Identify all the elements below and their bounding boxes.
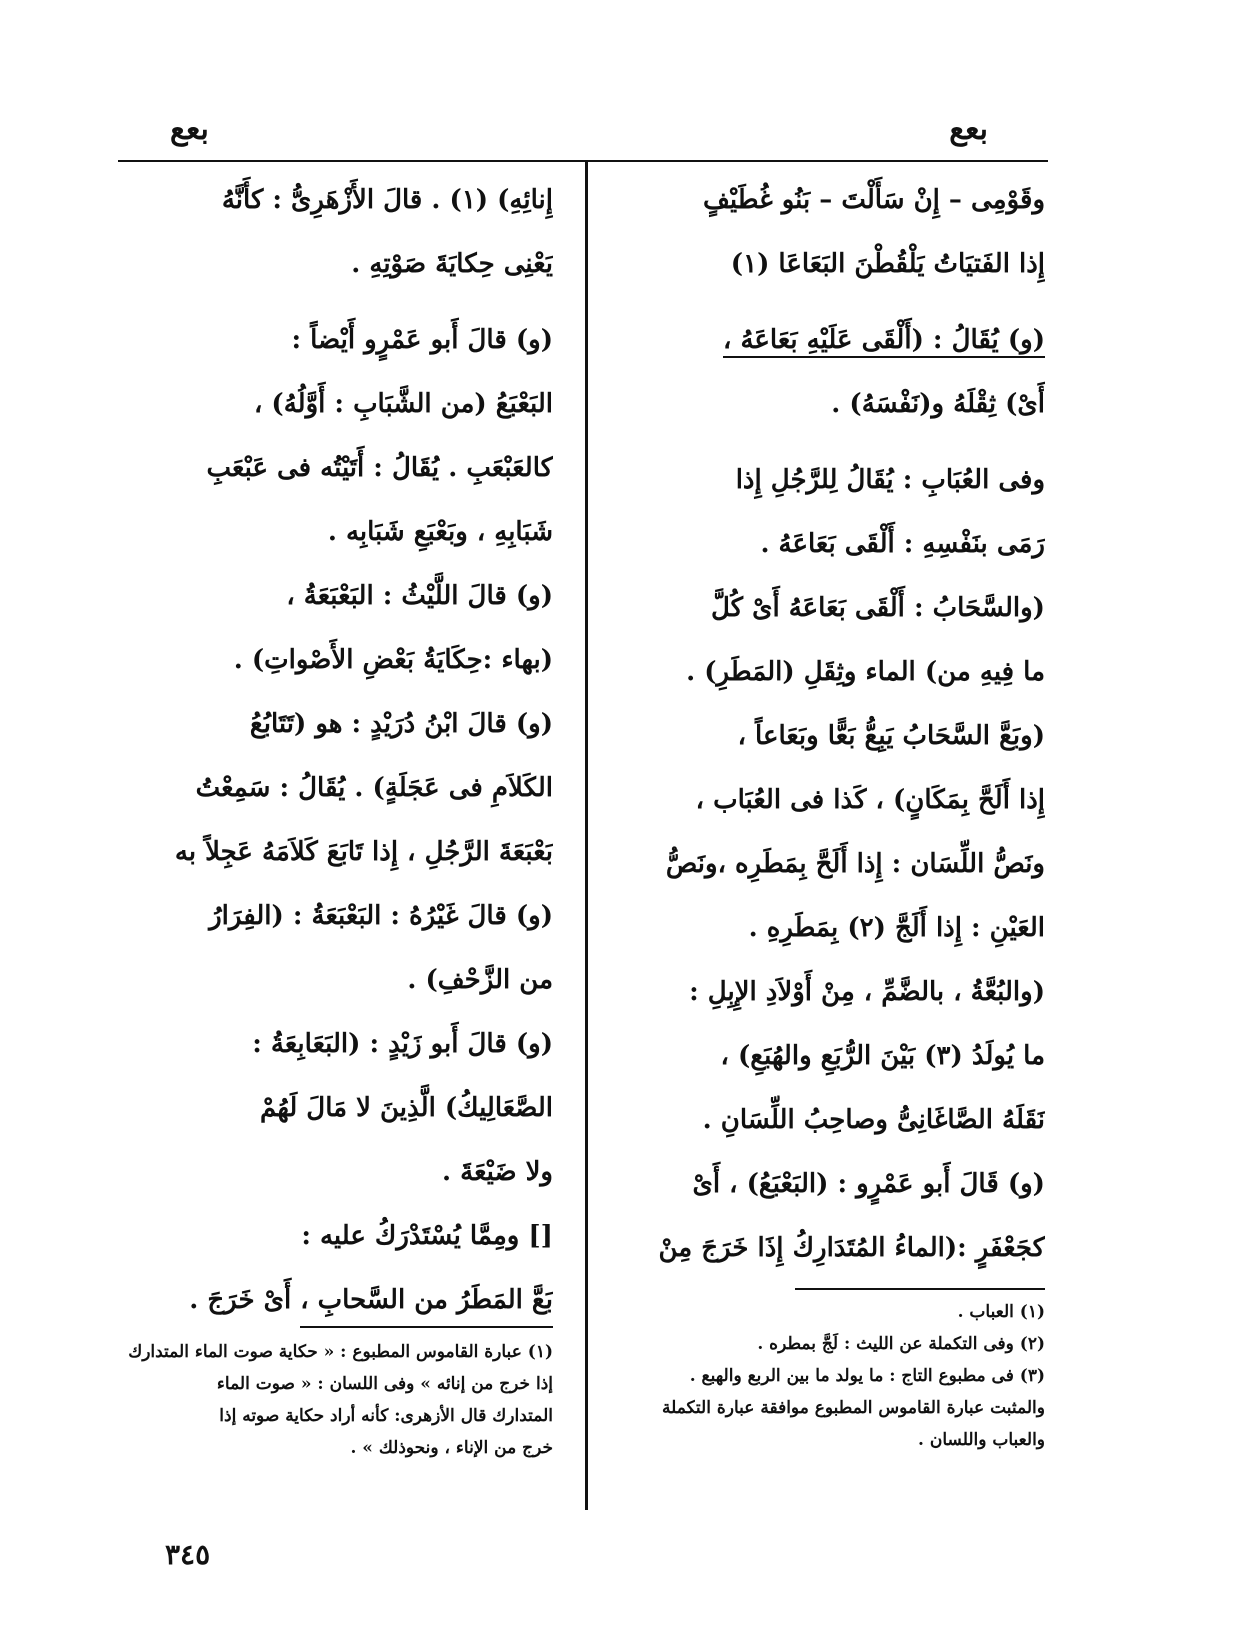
footnote-rule-right <box>795 1288 1045 1290</box>
footnote-line: (٣) فى مطبوع التاج : ما يولد ما بين الربع والهبع . <box>689 1366 1045 1386</box>
column-divider <box>585 160 588 1510</box>
text-line: (و) يُقَالُ : (أَلْقَى عَلَيْهِ بَعَاعَهُ ، <box>723 325 1045 355</box>
footnotes-right <box>615 1296 1045 1456</box>
footnote-line: إذا خرج من إنائه » وفى اللسان : « صوت الماء <box>216 1374 553 1394</box>
text-line: إِنائِهِ) (١) . قالَ الأَزْهَرِىُّ : كأَنَّهُ <box>221 185 553 215</box>
text-line: (و) قالَ ابْنُ دُرَيْدٍ : هو (تَتَابُعُ <box>249 709 553 739</box>
footnote-line: والمثبت عبارة القاموس المطبوع موافقة عبارة التكملة <box>661 1398 1045 1418</box>
text-line: إِذا أَلَحَّ بِمَكَانٍ) ، كَذا فى العُبَاب ، <box>695 785 1045 815</box>
text-line: شَبَابِهِ ، وبَعْبَعِ شَبَابِه . <box>327 517 553 547</box>
text-line: (و) قالَ اللَّيْثُ : البَعْبَعَةُ ، <box>286 581 553 611</box>
text-line: ما فِيهِ من) الماء وثِقَلِ (المَطَرِ) . <box>686 657 1045 687</box>
text-line: (و) قالَ غَيْرُهُ : البَعْبَعَةُ : (الفِرَارُ <box>209 901 553 931</box>
text-line: ما يُولَدُ (٣) بَيْنَ الرُّبَعِ والهُبَعِ) ، <box>720 1041 1045 1071</box>
text-line: (بهاء :حِكَايَةُ بَعْضِ الأَصْواتِ) . <box>233 645 553 675</box>
footnote-line: والعباب واللسان . <box>918 1430 1045 1450</box>
footnote-line: خرج من الإناء ، ونحوذلك » . <box>350 1438 553 1458</box>
text-line: (والبُعَّةُ ، بالضَّمِّ ، مِنْ أَوْلاَدِ الإِبِلِ : <box>689 977 1045 1007</box>
text-line: ونَصُّ اللِّسَان : إِذا أَلَحَّ بِمَطَرِه ،ونَصُّ <box>665 849 1045 879</box>
text-line: من الزَّحْفِ) . <box>407 965 553 995</box>
text-line: (و) قالَ أَبو عَمْرٍو أَيْضاً : <box>291 325 553 355</box>
footnote-line: المتدارك قال الأزهرى: كأنه أراد حكاية صوته إذا <box>219 1406 553 1426</box>
footnotes-left <box>118 1336 553 1464</box>
text-line: (و) قَالَ أَبو عَمْرٍو : (البَعْبَعُ) ، أَىْ <box>692 1169 1045 1199</box>
text-line: يَعْنِى حِكايَةَ صَوْتِهِ . <box>351 249 553 279</box>
running-head-left: بعع <box>170 112 209 147</box>
text-line: [] ومِمَّا يُسْتَدْرَكُ عليه : <box>301 1221 553 1251</box>
text-line: (والسَّحَابُ : أَلْقَى بَعَاعَهُ أَىْ كُلَّ <box>710 593 1045 623</box>
footnote-line: (١) عبارة القاموس المطبوع : « حكاية صوت الماء المتدارك <box>128 1342 553 1362</box>
text-line: البَعْبَعُ (من الشَّبَابِ : أَوَّلُهُ) ، <box>253 389 553 419</box>
text-line: (وبَعَّ السَّحَابُ يَبِعُّ بَعًّا وبَعَاعاً ، <box>737 721 1045 751</box>
page-number: ٣٤٥ <box>165 1538 211 1571</box>
text-line: ولا ضَيْعَةَ . <box>442 1157 553 1187</box>
text-line: كالعَبْعَبِ . يُقَالُ : أَتَيْتُه فى عَبْعَبِ <box>206 453 553 483</box>
text-line: إِذا الفَتيَاتُ يَلْقُطْنَ البَعَاعَا (١) <box>730 249 1045 279</box>
text-line: وقَوْمِى – إِنْ سَأَلْتَ – بَنُو غُطَيْفٍ <box>703 185 1045 215</box>
text-line: العَيْنِ : إِذا أَلَجَّ (٢) بِمَطَرِهِ . <box>748 913 1045 943</box>
text-line: بَعَّ المَطَرُ من السَّحابِ ، أَىْ خَرَجَ . <box>189 1285 553 1315</box>
top-rule <box>118 160 1048 162</box>
text-line: كجَعْفَرٍ :(الماءُ المُتَدَارِكُ إِذَا خَرَجَ مِنْ <box>658 1233 1045 1263</box>
text-line: وفى العُبَابِ : يُقَالُ لِلرَّجُلِ إِذا <box>735 465 1045 495</box>
left-column <box>118 168 553 1332</box>
text-line: الكَلاَمِ فى عَجَلَةٍ) . يُقَالُ : سَمِعْتُ <box>195 773 553 803</box>
text-line: رَمَى بنَفْسِهِ : أَلْقَى بَعَاعَهُ . <box>760 529 1045 559</box>
footnote-rule-left <box>300 1326 553 1328</box>
footnote-line: (١) العباب . <box>957 1302 1045 1322</box>
text-line: نَقَلَهُ الصَّاغَانِىُّ وصاحِبُ اللِّسَانِ . <box>702 1105 1045 1135</box>
text-line: (و) قالَ أَبو زَيْدٍ : (البَعَابِعَةُ : <box>252 1029 553 1059</box>
running-head-right: بعع <box>949 112 988 147</box>
right-column <box>615 168 1045 1280</box>
text-line: الصَّعَالِيكُ) الَّذِينَ لا مَالَ لَهُمْ <box>260 1093 553 1123</box>
footnote-line: (٢) وفى التكملة عن الليث : لَجَّ بمطره . <box>757 1334 1045 1354</box>
text-line: أَىْ) ثِقْلَهُ و(نَفْسَهُ) . <box>831 389 1045 419</box>
text-line: بَعْبَعَةَ الرَّجُلِ ، إِذا تَابَعَ كَلاَمَهُ عَجِلاً به <box>174 837 553 867</box>
